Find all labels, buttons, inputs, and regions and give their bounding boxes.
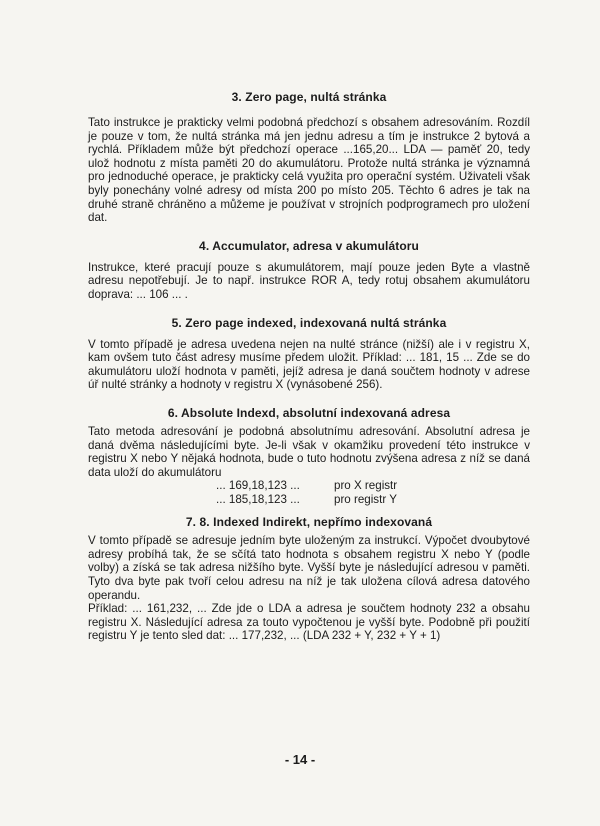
example-list [216, 479, 530, 507]
section-heading-indexed-indirect: 7. 8. Indexed Indirekt, nepřímo indexovaná [185, 515, 433, 530]
example-label: pro X registr [334, 479, 398, 493]
page-number: - 14 - [284, 752, 316, 767]
section-paragraph-zero-page-indexed: V tomto případě je adresa uvedena nejen na nulté stránce (nižší) ale i v registru X, kam ovšem tuto část adresy musíme předem uložit. Příklad: ... 181, 15 ... Zde se do akumulátoru uloží hodnota v paměti, jejíž adresa je daná součtem hodnoty v adrese úř nulté stránky a hodnoty v registru X (vynásobené 256). [88, 337, 530, 392]
section-paragraph-zero-page: Tato instrukce je prakticky velmi podobná předchozí s obsahem adresováním. Rozdíl je pouze v tom, že nultá stránka má jen jednu adresu a tím je instrukce 2 bytová a rychlá. Příkladem může být předchozí operace ...165,20... LDA — paměť 20, tedy ulož hodnotu z místa paměti 20 do akumulátoru. Protože nultá stránka je významná pro jednoduché operace, je prakticky celá využita pro operační systém. Uživateli však byly ponechány volné adresy od místa 200 po místo 205. Těchto 6 adres je tak na druhé straně chráněno a můžeme je používat v strojních podprogramech pro uložení dat. [88, 116, 530, 225]
section-paragraph-indexed-indirect: V tomto případě se adresuje jedním byte uloženým za instrukcí. Výpočet dvoubytové adresy probíhá tak, že se sčítá tato hodnota s obsahem registru X nebo Y (podle volby) a získá se tak adresa nižšího byte. Vyšší byte je následující adresou v paměti. Tyto dva byte pak tvoří celou adresu na níž je tak uložena cílová adresa datového operandu. [88, 534, 530, 602]
section-heading-zero-page-indexed: 5. Zero page indexed, indexovaná nultá stránka [171, 315, 447, 330]
example-values: ... 185,18,123 ... [216, 493, 300, 507]
example-row [216, 479, 530, 493]
example-label: pro registr Y [334, 493, 397, 507]
section-paragraph-accumulator: Instrukce, které pracují pouze s akumulátorem, mají pouze jeden Byte a vlastně adresu nepotřebují. Je to např. instrukce ROR A, tedy rotuj obsahem akumulátoru doprava: ... 106 ... . [88, 260, 530, 301]
section-heading-zero-page: 3. Zero page, nultá stránka [231, 90, 387, 104]
section-paragraph-indexed-indirect-example: Příklad: ... 161,232, ... Zde jde o LDA a adresa je součtem hodnoty 232 a obsahu registru X. Následující adresa za touto vypočtenou je vyšší byte. Podobně při použití registru Y je tento sled dat: ... 177,232, ... (LDA 232 + Y, 232 + Y + 1) [88, 602, 530, 643]
section-heading-accumulator: 4. Accumulator, adresa v akumulátoru [199, 238, 419, 253]
section-paragraph-absolute-indexed: Tato metoda adresování je podobná absolutnímu adresování. Absolutní adresa je daná dvěma následujícími byte. Je-li však v okamžiku provedení této instrukce v registru X nebo Y nějaká hodnota, bude o tuto hodnotu zvýšena adresa z níž se daná data uloží do akumulátoru [88, 424, 530, 479]
example-values: ... 169,18,123 ... [216, 479, 300, 493]
example-row [216, 493, 530, 507]
section-heading-absolute-indexed: 6. Absolute Indexd, absolutní indexovaná adresa [167, 405, 451, 420]
